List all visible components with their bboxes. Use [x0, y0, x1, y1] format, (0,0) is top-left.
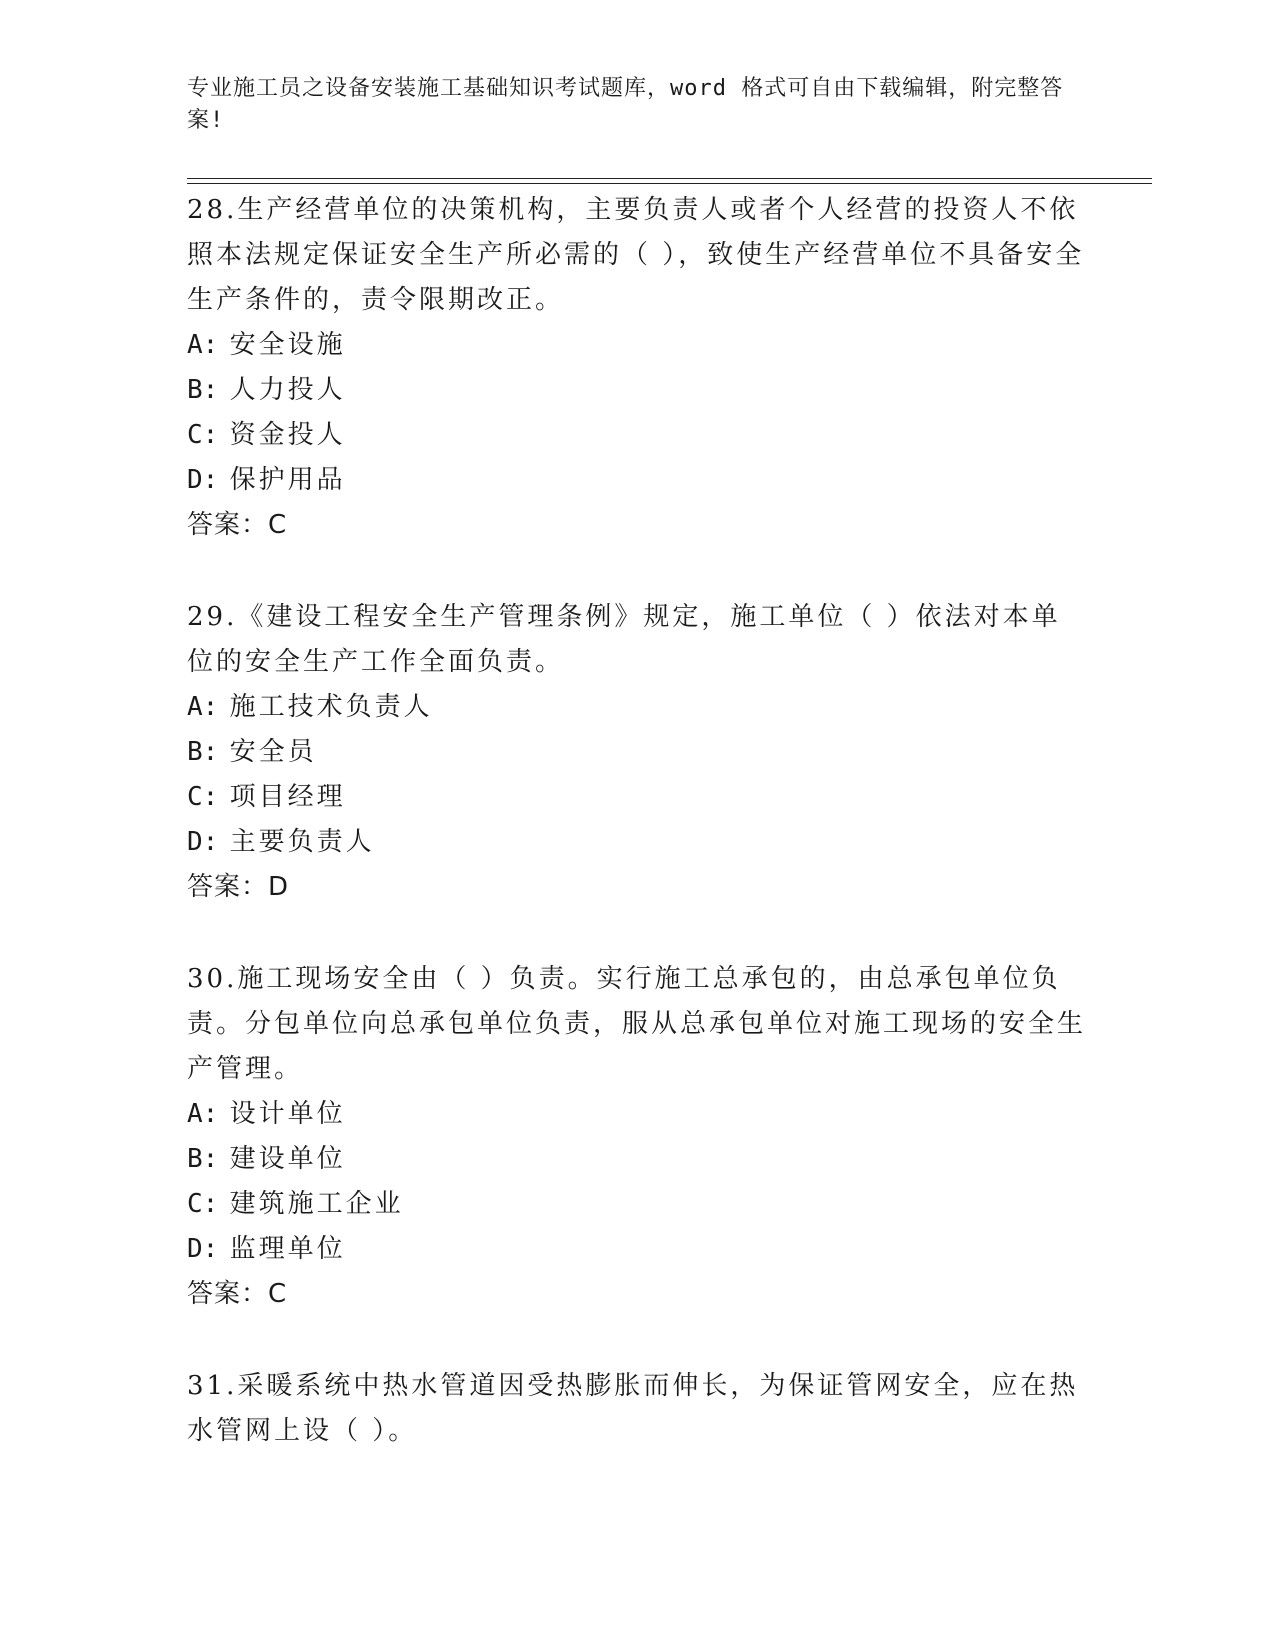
- option-a: [187, 685, 1087, 730]
- option-a: [187, 1092, 1087, 1137]
- option-d: [187, 1227, 1087, 1272]
- header-divider-top: [187, 178, 1152, 179]
- option-letter: C:: [187, 1189, 219, 1219]
- option-c: [187, 1182, 1087, 1227]
- option-text: 设计单位: [229, 1099, 346, 1129]
- option-b: [187, 730, 1087, 775]
- option-letter: A:: [187, 1099, 219, 1129]
- option-text: 建筑施工企业: [229, 1189, 404, 1219]
- option-a: [187, 323, 1087, 368]
- option-letter: B:: [187, 737, 219, 767]
- option-text: 施工技术负责人: [229, 692, 433, 722]
- option-text: 项目经理: [229, 782, 346, 812]
- document-header: 专业施工员之设备安装施工基础知识考试题库，word 格式可自由下载编辑，附完整答案!: [187, 76, 1064, 133]
- option-text: 资金投人: [229, 420, 346, 450]
- answer-line: 答案：D: [187, 872, 290, 902]
- question-29: [187, 595, 1087, 910]
- option-d: [187, 458, 1087, 503]
- answer-line: 答案：C: [187, 1279, 288, 1309]
- option-text: 保护用品: [229, 465, 346, 495]
- question-30: [187, 957, 1087, 1317]
- option-c: [187, 413, 1087, 458]
- option-letter: C:: [187, 420, 219, 450]
- option-letter: D:: [187, 465, 219, 495]
- question-text: 31.采暖系统中热水管道因受热膨胀而伸长，为保证管网安全，应在热水管网上设（ ）。: [187, 1371, 1079, 1446]
- question-text: 29.《建设工程安全生产管理条例》规定，施工单位（ ）依法对本单位的安全生产工作全面负责。: [187, 602, 1061, 677]
- question-text: 28.生产经营单位的决策机构，主要负责人或者个人经营的投资人不依照本法规定保证安全生产所必需的（ ），致使生产经营单位不具备安全生产条件的，责令限期改正。: [187, 195, 1085, 315]
- option-text: 监理单位: [229, 1234, 346, 1264]
- option-text: 建设单位: [229, 1144, 346, 1174]
- question-31: [187, 1364, 1087, 1454]
- header-divider-bottom: [187, 183, 1152, 184]
- option-text: 主要负责人: [229, 827, 375, 857]
- question-list: [187, 188, 1087, 1501]
- option-b: [187, 368, 1087, 413]
- option-text: 人力投人: [229, 375, 346, 405]
- option-letter: C:: [187, 782, 219, 812]
- question-28: [187, 188, 1087, 548]
- option-d: [187, 820, 1087, 865]
- option-letter: D:: [187, 1234, 219, 1264]
- option-letter: D:: [187, 827, 219, 857]
- option-c: [187, 775, 1087, 820]
- question-text: 30.施工现场安全由（ ）负责。实行施工总承包的，由总承包单位负责。分包单位向总承包单位负责，服从总承包单位对施工现场的安全生产管理。: [187, 964, 1087, 1084]
- answer-line: 答案：C: [187, 510, 288, 540]
- option-text: 安全设施: [229, 330, 346, 360]
- option-letter: A:: [187, 692, 219, 722]
- option-text: 安全员: [229, 737, 317, 767]
- option-letter: B:: [187, 1144, 219, 1174]
- option-letter: A:: [187, 330, 219, 360]
- option-b: [187, 1137, 1087, 1182]
- option-letter: B:: [187, 375, 219, 405]
